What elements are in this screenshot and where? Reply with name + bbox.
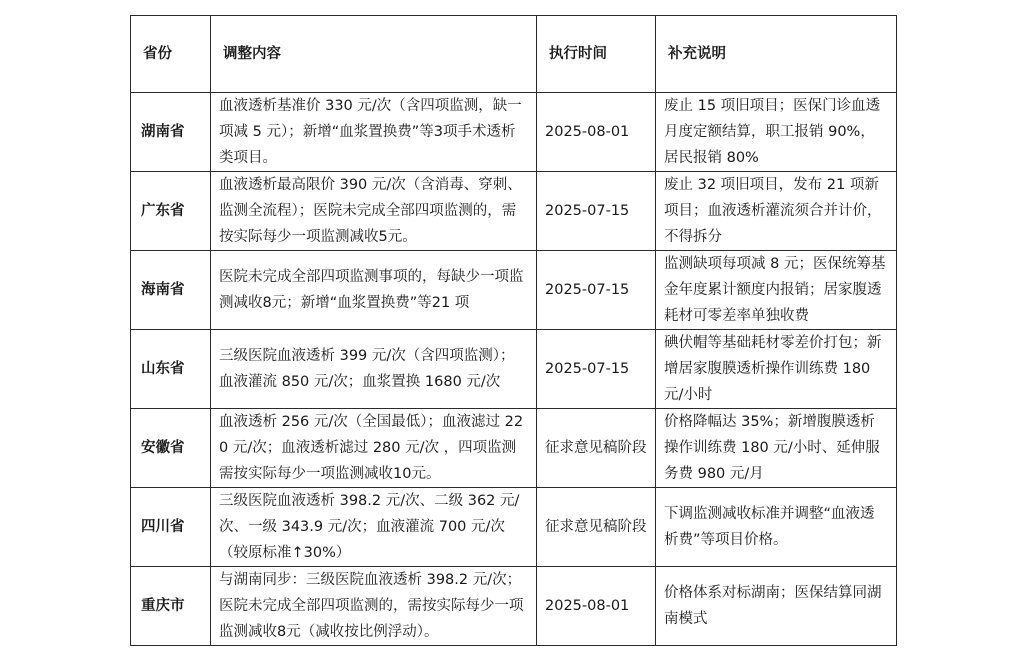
content-cell: 医院未完成全部四项监测事项的，每缺少一项监测减收8元；新增“血浆置换费”等21 项 [211, 251, 537, 330]
province-cell: 海南省 [131, 251, 211, 330]
policy-table [130, 15, 897, 646]
header-content: 调整内容 [211, 16, 537, 93]
table-row [131, 330, 897, 409]
date-cell: 2025-08-01 [537, 567, 656, 646]
note-cell: 废止 15 项旧项目；医保门诊血透月度定额结算，职工报销 90%，居民报销 80% [656, 93, 897, 172]
date-cell: 征求意见稿阶段 [537, 488, 656, 567]
note-cell: 价格体系对标湖南；医保结算同湖南模式 [656, 567, 897, 646]
table-row [131, 93, 897, 172]
province-cell: 重庆市 [131, 567, 211, 646]
note-cell: 碘伏帽等基础耗材零差价打包；新增居家腹膜透析操作训练费 180 元/小时 [656, 330, 897, 409]
table-row [131, 567, 897, 646]
content-cell: 三级医院血液透析 398.2 元/次、二级 362 元/次、一级 343.9 元/次；血液灌流 700 元/次（较原标准↑30%） [211, 488, 537, 567]
content-cell: 与湖南同步：三级医院血液透析 398.2 元/次；医院未完成全部四项监测的，需按实际每少一项监测减收8元（减收按比例浮动）。 [211, 567, 537, 646]
province-cell: 湖南省 [131, 93, 211, 172]
content-cell: 血液透析基准价 330 元/次（含四项监测，缺一项减 5 元）；新增“血浆置换费”等3项手术透析类项目。 [211, 93, 537, 172]
date-cell: 2025-08-01 [537, 93, 656, 172]
province-cell: 安徽省 [131, 409, 211, 488]
content-cell: 血液透析最高限价 390 元/次（含消毒、穿刺、监测全流程）；医院未完成全部四项监测的，需按实际每少一项监测减收5元。 [211, 172, 537, 251]
date-cell: 2025-07-15 [537, 172, 656, 251]
content-cell: 三级医院血液透析 399 元/次（含四项监测）；血液灌流 850 元/次；血浆置换 1680 元/次 [211, 330, 537, 409]
note-cell: 价格降幅达 35%；新增腹膜透析操作训练费 180 元/小时、延伸服务费 980 元/月 [656, 409, 897, 488]
table-row [131, 409, 897, 488]
header-date: 执行时间 [537, 16, 656, 93]
header-row [131, 16, 897, 93]
content-cell: 血液透析 256 元/次（全国最低）；血液滤过 220 元/次；血液透析滤过 280 元/次 ，四项监测需按实际每少一项监测减收10元。 [211, 409, 537, 488]
note-cell: 废止 32 项旧项目，发布 21 项新项目；血液透析灌流须合并计价，不得拆分 [656, 172, 897, 251]
date-cell: 征求意见稿阶段 [537, 409, 656, 488]
note-cell: 监测缺项每项减 8 元；医保统筹基金年度累计额度内报销；居家腹透耗材可零差率单独收费 [656, 251, 897, 330]
note-cell: 下调监测减收标准并调整“血液透析费”等项目价格。 [656, 488, 897, 567]
table-row [131, 251, 897, 330]
province-cell: 山东省 [131, 330, 211, 409]
date-cell: 2025-07-15 [537, 330, 656, 409]
header-note: 补充说明 [656, 16, 897, 93]
table-row [131, 488, 897, 567]
province-cell: 四川省 [131, 488, 211, 567]
province-cell: 广东省 [131, 172, 211, 251]
table-row [131, 172, 897, 251]
header-province: 省份 [131, 16, 211, 93]
date-cell: 2025-07-15 [537, 251, 656, 330]
